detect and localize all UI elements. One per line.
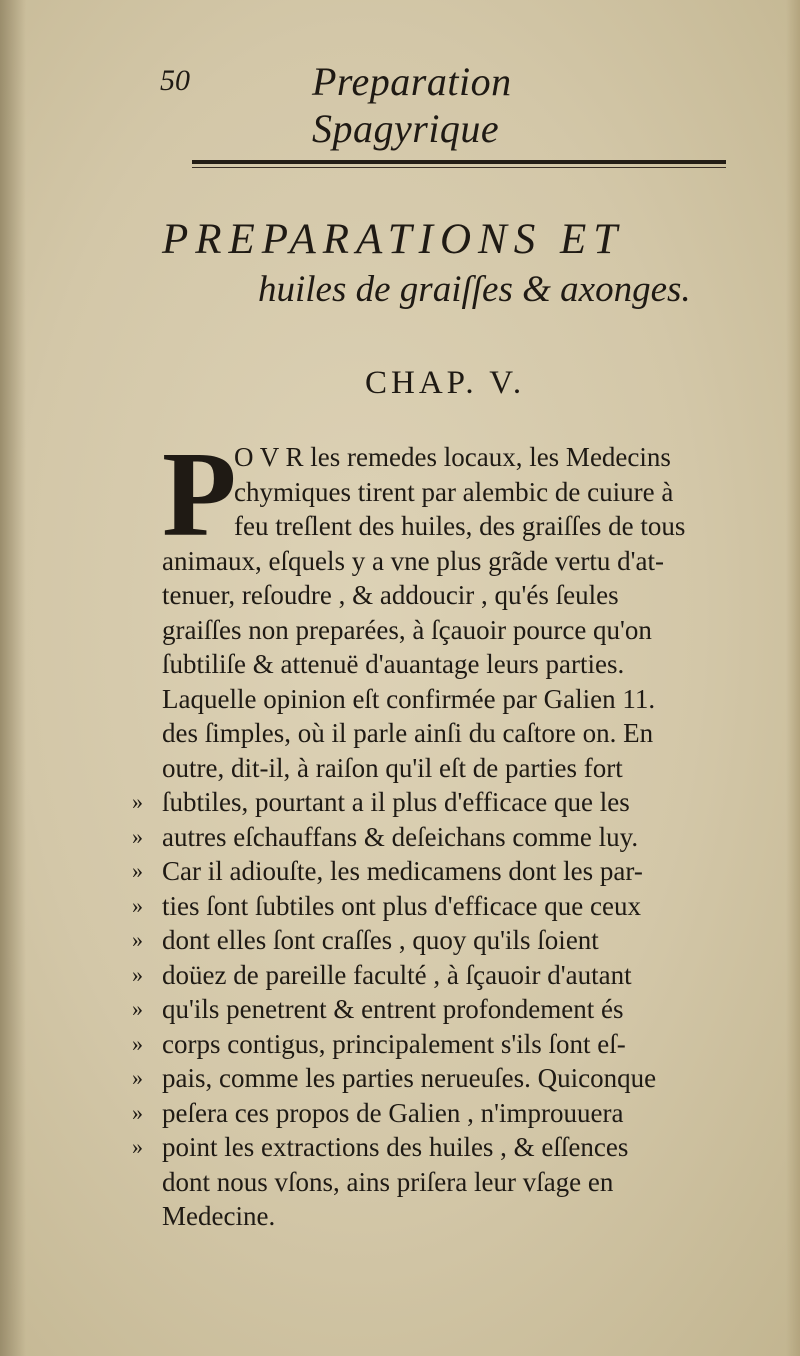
quotation-marker: » [132,927,143,952]
text-line [132,992,762,1027]
line-text: pais, comme les parties nerueuſes. Quiconque [162,1063,657,1093]
quotation-marker: » [132,961,143,987]
text-line [162,647,762,682]
text-line [162,1199,762,1234]
section-heading-line1: PREPARATIONS ET [162,216,625,263]
line-text: Laquelle opinion eſt confirmée par Galien 11. [162,683,656,714]
line-text: tenuer, reſoudre , & addoucir , qu'és ſeules [162,580,619,610]
line-text: Medecine. [162,1201,276,1231]
quotation-marker: » [132,892,143,918]
text-line [162,682,762,717]
text-line [132,1027,762,1062]
text-line [162,475,762,510]
line-text: ties ſont ſubtiles ont plus d'efficace que ceux [162,890,641,921]
quotation-marker: » [132,1065,143,1090]
spine-shadow [0,0,26,1356]
line-text: O V R les remedes locaux, les Medecins [234,442,671,472]
quotation-marker: » [132,858,143,883]
text-line [132,785,762,820]
running-title: Preparation Spagyrique [312,59,512,151]
text-line [132,923,762,958]
quotation-marker: » [132,1030,143,1056]
text-line [132,1096,762,1131]
header-rule-thin [192,167,726,168]
body-text [132,427,762,1234]
text-line [132,958,762,993]
line-text: autres eſchauffans & deſeichans comme luy. [162,821,639,852]
line-text: feu treſlent des huiles, des graiſſes de tous [234,511,686,541]
line-text: dont elles ſont craſſes , quoy qu'ils ſoient [162,925,599,955]
quotation-marker: » [132,1134,143,1159]
line-text: qu'ils penetrent & entrent profondement és [162,994,624,1024]
line-text: animaux, eſquels y a vne plus grãde vertu d'at- [162,545,664,576]
quotation-marker: » [132,789,143,814]
header-rule [192,160,726,164]
text-line [162,716,762,751]
text-line [162,509,762,544]
line-text: outre, dit-il, à raiſon qu'il eſt de parties fort [162,752,623,783]
line-text: corps contigus, principalement s'ils ſont eſ- [162,1028,626,1059]
quotation-marker: » [132,823,143,849]
line-text: des ſimples, où il parle ainſi du caſtore on. En [162,718,654,748]
line-text: doüez de pareille faculté , à ſçauoir d'autant [162,959,632,990]
text-line [162,1165,762,1200]
text-line [132,889,762,924]
text-line [162,578,762,613]
text-line [132,1130,762,1165]
page-edge [786,0,800,1356]
page-header [160,56,700,151]
text-line [132,854,762,889]
line-text: Car il adiouſte, les medicamens dont les par- [162,856,643,886]
drop-cap: P [162,427,237,562]
line-text: peſera ces propos de Galien , n'improuuera [162,1097,624,1128]
text-line [162,440,762,475]
text-line [162,613,762,648]
line-text: ſubtiliſe & attenuë d'auantage leurs parties. [162,649,625,679]
text-line [162,544,762,579]
text-line [162,751,762,786]
text-line [132,820,762,855]
quotation-marker: » [132,996,143,1021]
line-text: graiſſes non preparées, à ſçauoir pource qu'on [162,614,652,645]
section-heading-line2: huiles de graiſſes & axonges. [258,269,691,310]
line-text: ſubtiles, pourtant a il plus d'efficace que les [162,787,630,817]
quotation-marker: » [132,1099,143,1125]
text-line [132,1061,762,1096]
line-text: dont nous vſons, ains priſera leur vſage en [162,1166,614,1197]
page-number: 50 [160,64,190,97]
line-text: point les extractions des huiles , & eſſences [162,1132,629,1162]
chapter-title: CHAP. V. [365,365,526,401]
line-text: chymiques tirent par alembic de cuiure à [234,476,674,507]
